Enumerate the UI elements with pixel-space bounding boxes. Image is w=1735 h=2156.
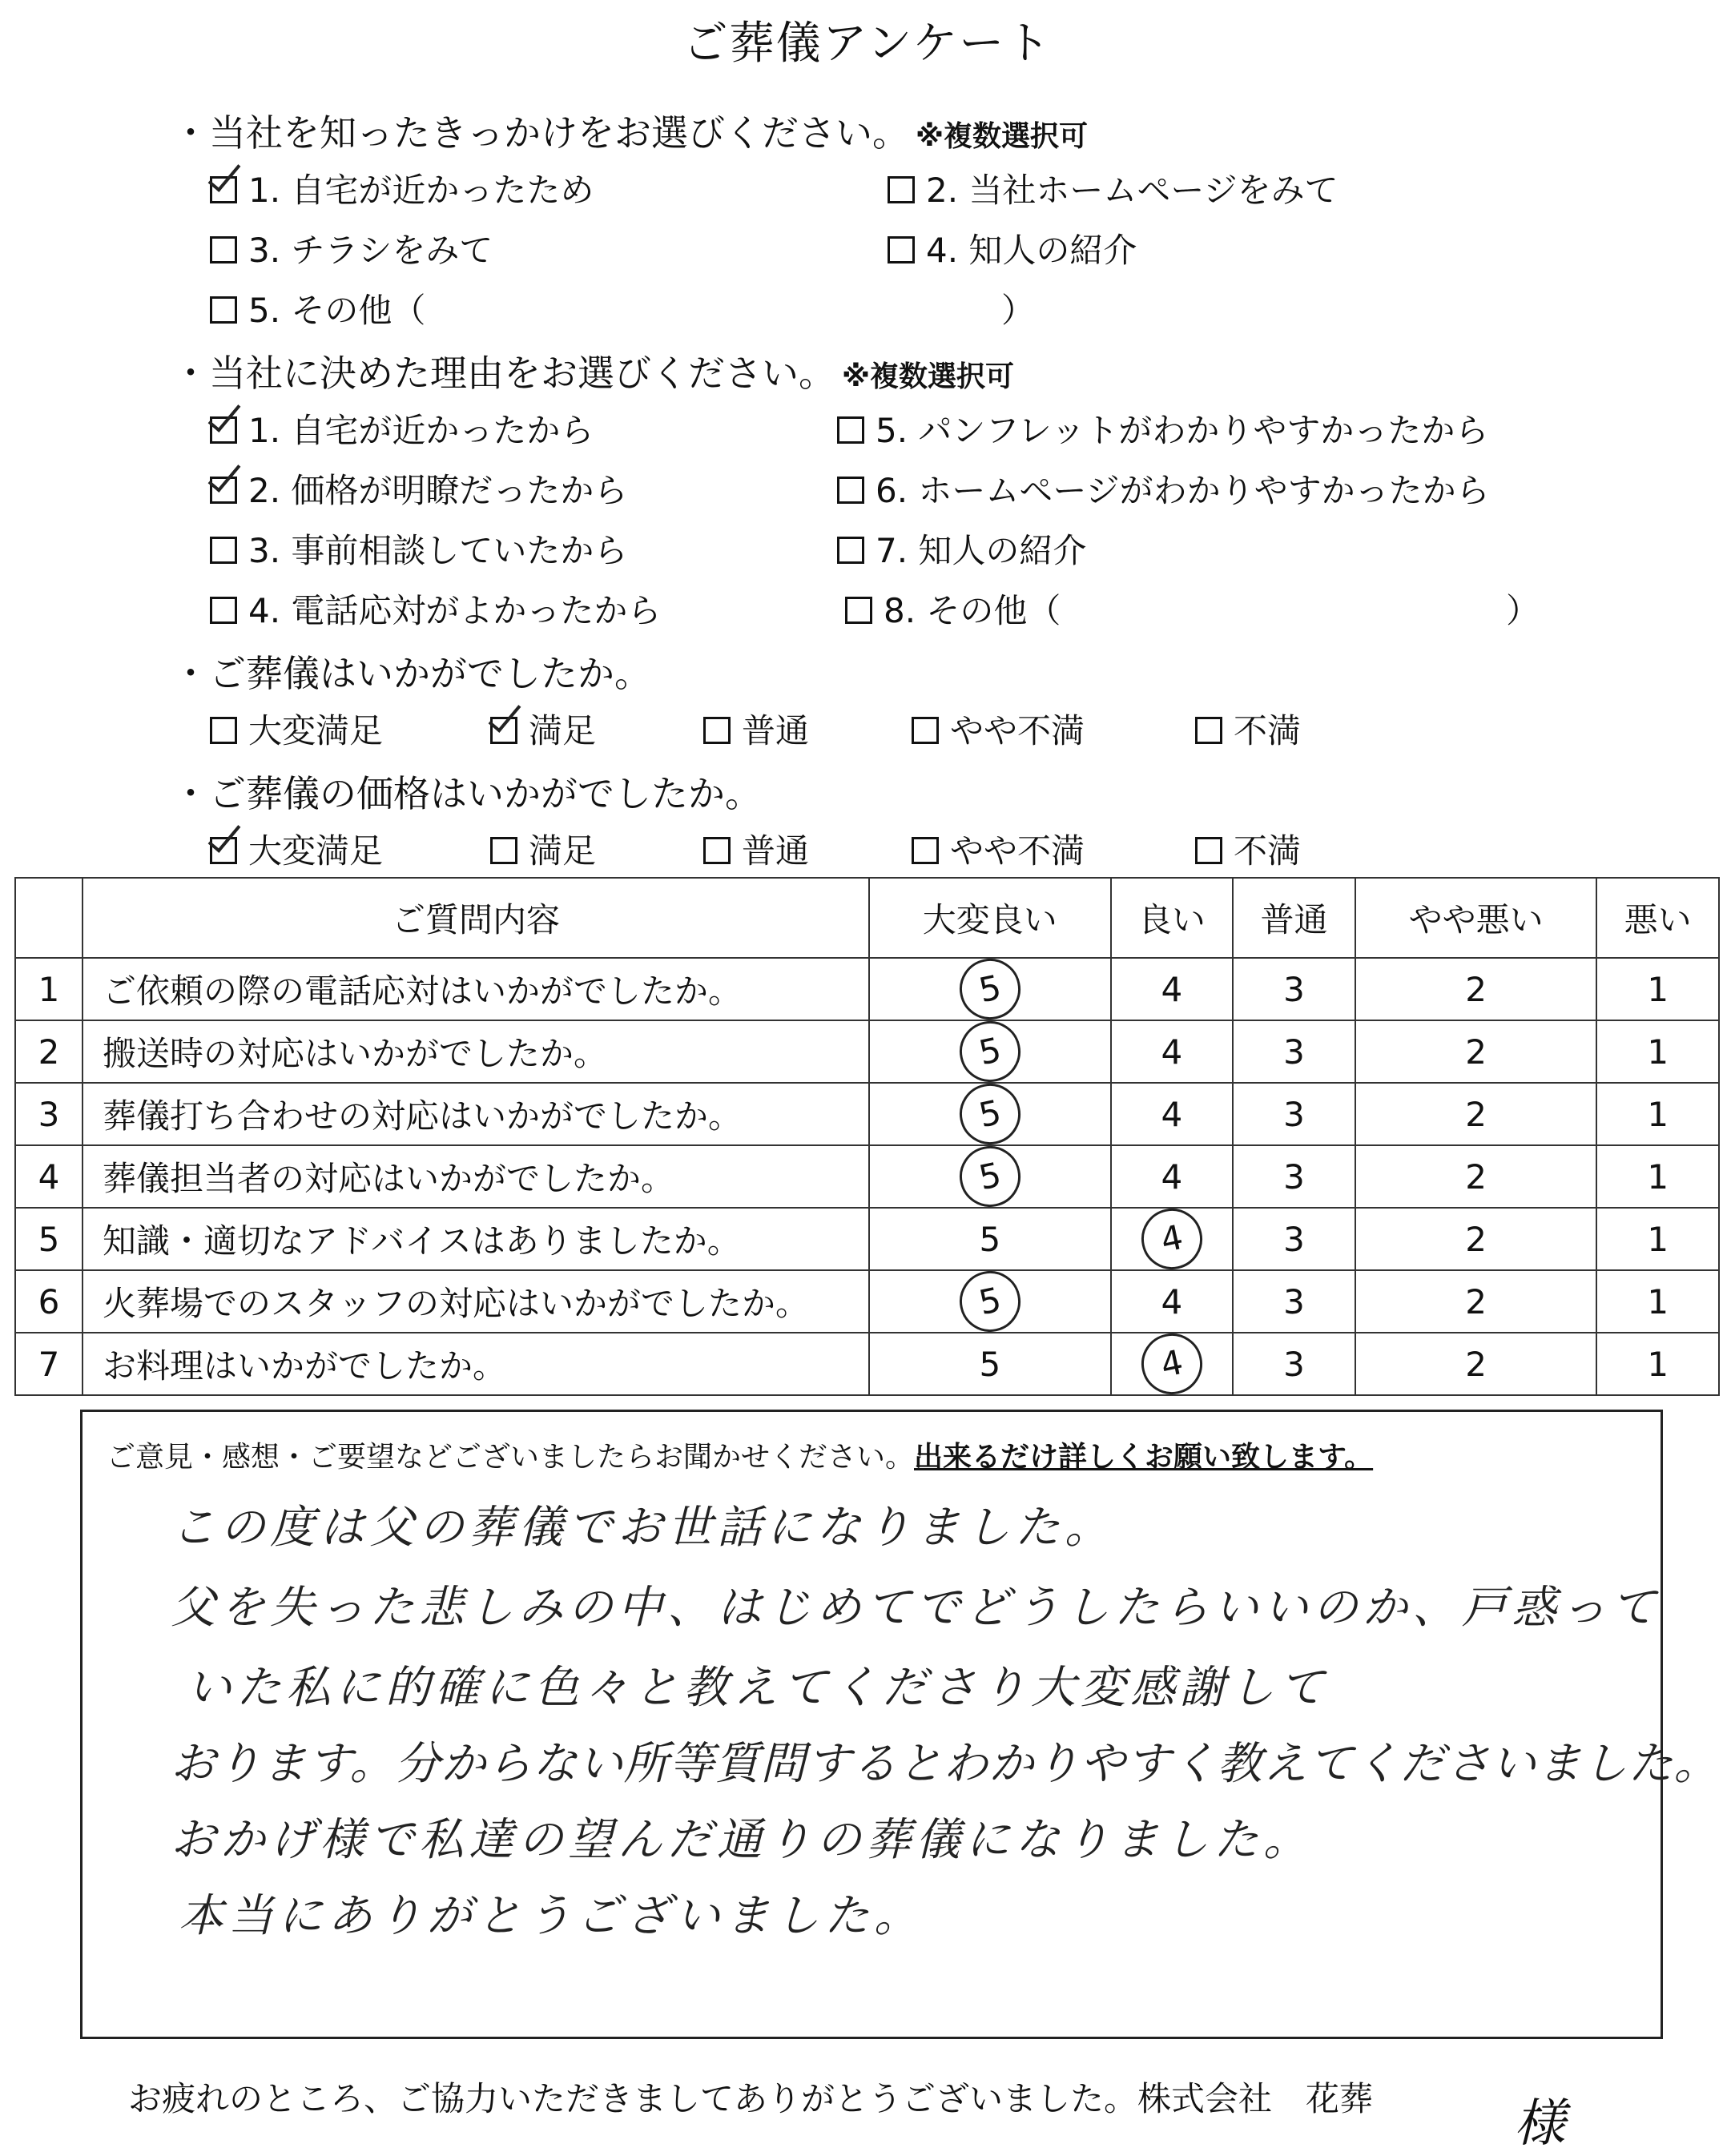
row-number: 4 xyxy=(15,1145,83,1208)
q1-option-1[interactable] xyxy=(210,164,594,212)
score-circled: 5 xyxy=(954,1265,1026,1337)
q1-option-3[interactable] xyxy=(210,224,493,272)
score-cell[interactable] xyxy=(869,1208,1111,1270)
score-cell[interactable] xyxy=(1596,1145,1719,1208)
score-cell[interactable] xyxy=(1355,1145,1597,1208)
checkbox-checked[interactable] xyxy=(490,717,517,744)
q2-option-5[interactable] xyxy=(837,404,1488,453)
score-value: 2 xyxy=(1465,1032,1487,1072)
score-value: 2 xyxy=(1465,1094,1487,1134)
score-cell[interactable] xyxy=(1596,1208,1719,1270)
q4-option-1[interactable] xyxy=(210,825,383,873)
checkbox-checked[interactable] xyxy=(210,837,237,864)
q4-option-4[interactable] xyxy=(912,825,1085,873)
score-cell[interactable] xyxy=(1233,958,1355,1020)
q2-option-1-label: 1. 自宅が近かったから xyxy=(248,411,594,450)
q3-option-2-label: 満足 xyxy=(529,711,597,750)
score-cell[interactable] xyxy=(869,1333,1111,1395)
q1-heading xyxy=(172,104,1088,157)
score-cell[interactable] xyxy=(1355,1333,1597,1395)
checkbox-checked[interactable] xyxy=(210,477,237,504)
q1-note: ※複数選択可 xyxy=(916,120,1088,153)
q4-option-5[interactable] xyxy=(1195,825,1301,873)
row-number: 6 xyxy=(15,1270,83,1333)
checkbox[interactable] xyxy=(837,416,864,444)
q1-option-2-label: 2. 当社ホームページをみて xyxy=(926,171,1338,210)
score-circled: 4 xyxy=(1136,1328,1208,1400)
q2-option-2-label: 2. 価格が明瞭だったから xyxy=(248,471,628,510)
row-number: 2 xyxy=(15,1020,83,1083)
footer-sama: 様 xyxy=(1514,2094,1565,2154)
score-value: 5 xyxy=(979,1344,1001,1384)
score-cell[interactable] xyxy=(1355,958,1597,1020)
q2-option-8-label: 8. その他（ xyxy=(884,591,1061,630)
score-value: 2 xyxy=(1465,1344,1487,1384)
q1-option-3-label: 3. チラシをみて xyxy=(248,231,493,270)
score-cell[interactable] xyxy=(869,1083,1111,1145)
score-cell[interactable] xyxy=(1233,1020,1355,1083)
q2-option-4-label: 4. 電話応対がよかったから xyxy=(248,591,662,630)
q3-option-5-label: 不満 xyxy=(1234,711,1302,750)
score-cell[interactable] xyxy=(1355,1020,1597,1083)
score-value: 3 xyxy=(1283,1219,1305,1259)
score-cell[interactable] xyxy=(869,1270,1111,1333)
row-question: お料理はいかがでしたか。 xyxy=(83,1333,869,1395)
score-value: 5 xyxy=(979,1219,1001,1259)
q1-option-5[interactable] xyxy=(210,284,425,332)
score-cell[interactable] xyxy=(1233,1083,1355,1145)
checkbox[interactable] xyxy=(1195,717,1222,744)
q1-option-5-label: 5. その他（ xyxy=(248,291,426,330)
row-number: 1 xyxy=(15,958,83,1020)
checkbox[interactable] xyxy=(210,296,237,324)
q2-option-7-label: 7. 知人の紹介 xyxy=(876,531,1087,570)
score-value: 3 xyxy=(1283,1281,1305,1321)
score-value: 2 xyxy=(1465,1281,1487,1321)
score-circled: 5 xyxy=(954,953,1026,1025)
score-cell[interactable] xyxy=(1111,1020,1234,1083)
score-circled: 5 xyxy=(954,1140,1026,1213)
q2-option-1[interactable] xyxy=(210,404,594,453)
checkbox[interactable] xyxy=(703,837,731,864)
checkbox[interactable] xyxy=(490,837,517,864)
q3-option-3-label: 普通 xyxy=(742,711,810,750)
score-cell[interactable] xyxy=(1111,1208,1234,1270)
table-header-good: 良い xyxy=(1111,878,1234,958)
q4-option-5-label: 不満 xyxy=(1234,831,1302,871)
q2-option-8[interactable] xyxy=(845,585,1061,633)
q4-option-2-label: 満足 xyxy=(529,831,597,871)
score-value: 2 xyxy=(1465,1156,1487,1197)
table-header-question: ご質問内容 xyxy=(83,878,869,958)
score-value: 3 xyxy=(1283,1156,1305,1197)
row-question: ご依頼の際の電話応対はいかがでしたか。 xyxy=(83,958,869,1020)
q2-other-close: ） xyxy=(1506,591,1540,630)
q1-option-1-label: 1. 自宅が近かったため xyxy=(248,171,594,210)
checkbox[interactable] xyxy=(1195,837,1222,864)
comment-prompt-text: ご意見・感想・ご要望などございましたらお聞かせください。 xyxy=(107,1441,915,1474)
rating-table xyxy=(14,877,1720,1396)
table-header-slightly-bad: やや悪い xyxy=(1355,878,1597,958)
checkbox[interactable] xyxy=(845,597,872,624)
checkbox-checked[interactable] xyxy=(210,416,237,444)
score-value: 3 xyxy=(1283,1032,1305,1072)
score-cell[interactable] xyxy=(1111,1333,1234,1395)
q2-option-3[interactable] xyxy=(210,525,627,573)
comment-prompt xyxy=(107,1434,1373,1475)
q4-option-3[interactable] xyxy=(703,825,809,873)
score-value: 3 xyxy=(1283,1344,1305,1384)
q2-option-4[interactable] xyxy=(210,585,661,633)
q4-heading: ・ご葬儀の価格はいかがでしたか。 xyxy=(172,772,762,815)
table-row xyxy=(15,1020,1719,1083)
comment-line-1: この度は父の葬儀でお世話になりました。 xyxy=(171,1502,1114,1554)
score-cell[interactable] xyxy=(1355,1208,1597,1270)
score-value: 3 xyxy=(1283,969,1305,1009)
table-header-bad: 悪い xyxy=(1596,878,1719,958)
checkbox[interactable] xyxy=(837,537,864,564)
row-question: 葬儀担当者の対応はいかがでしたか。 xyxy=(83,1145,869,1208)
score-value: 1 xyxy=(1647,1281,1669,1321)
score-circled: 5 xyxy=(954,1016,1026,1088)
q3-option-4-label: やや不満 xyxy=(950,711,1085,750)
score-value: 2 xyxy=(1465,969,1487,1009)
score-cell[interactable] xyxy=(869,1020,1111,1083)
score-value: 4 xyxy=(1161,1032,1183,1072)
score-circled: 4 xyxy=(1136,1203,1208,1275)
page-title: ご葬儀アンケート xyxy=(682,18,1053,70)
q1-option-2[interactable] xyxy=(888,164,1338,212)
checkbox[interactable] xyxy=(888,236,915,263)
q3-option-5[interactable] xyxy=(1195,705,1301,753)
score-value: 4 xyxy=(1161,1156,1183,1197)
score-cell[interactable] xyxy=(1111,958,1234,1020)
q1-option-4-label: 4. 知人の紹介 xyxy=(926,231,1137,270)
q3-option-3[interactable] xyxy=(703,705,809,753)
score-cell[interactable] xyxy=(1111,1270,1234,1333)
score-cell[interactable] xyxy=(1596,958,1719,1020)
checkbox-checked[interactable] xyxy=(210,176,237,203)
score-cell[interactable] xyxy=(1111,1145,1234,1208)
checkbox[interactable] xyxy=(888,176,915,203)
q4-option-2[interactable] xyxy=(490,825,596,873)
q4-option-1-label: 大変満足 xyxy=(248,831,384,871)
q3-option-1[interactable] xyxy=(210,705,383,753)
q2-option-5-label: 5. パンフレットがわかりやすかったから xyxy=(876,411,1489,450)
q3-option-2[interactable] xyxy=(490,705,596,753)
score-cell[interactable] xyxy=(1355,1083,1597,1145)
score-cell[interactable] xyxy=(1596,1020,1719,1083)
q2-option-6-label: 6. ホームページがわかりやすかったから xyxy=(876,471,1490,510)
score-value: 1 xyxy=(1647,1219,1669,1259)
score-cell[interactable] xyxy=(1596,1083,1719,1145)
q3-option-4[interactable] xyxy=(912,705,1085,753)
score-cell[interactable] xyxy=(1596,1270,1719,1333)
score-value: 1 xyxy=(1647,1344,1669,1384)
checkbox[interactable] xyxy=(912,837,939,864)
checkbox[interactable] xyxy=(703,717,731,744)
q1-other-close: ） xyxy=(1001,291,1036,330)
score-value: 4 xyxy=(1161,1094,1183,1134)
q1-heading-text: ・当社を知ったきっかけをお選びください。 xyxy=(172,111,909,155)
checkbox[interactable] xyxy=(210,537,237,564)
checkbox[interactable] xyxy=(210,597,237,624)
q2-option-2[interactable] xyxy=(210,465,627,513)
table-row xyxy=(15,1145,1719,1208)
q2-heading xyxy=(172,344,1014,397)
q2-option-6[interactable] xyxy=(837,465,1490,513)
row-number: 7 xyxy=(15,1333,83,1395)
score-cell[interactable] xyxy=(1233,1333,1355,1395)
q2-heading-text: ・当社に決めた理由をお選びください。 xyxy=(172,352,835,395)
comment-line-6: 本当にありがとうございました。 xyxy=(179,1890,924,1942)
score-value: 2 xyxy=(1465,1219,1487,1259)
q3-heading: ・ご葬儀はいかがでしたか。 xyxy=(172,652,651,695)
comment-line-2: 父を失った悲しみの中、はじめてでどうしたらいいのか、戸惑って xyxy=(171,1582,1661,1634)
row-question: 火葬場でのスタッフの対応はいかがでしたか。 xyxy=(83,1270,869,1333)
q3-option-1-label: 大変満足 xyxy=(248,711,384,750)
table-header-average: 普通 xyxy=(1233,878,1355,958)
comment-prompt-emphasis: 出来るだけ詳しくお願い致します。 xyxy=(914,1441,1374,1474)
q2-option-7[interactable] xyxy=(837,525,1086,573)
q2-note: ※複数選択可 xyxy=(842,360,1014,393)
score-cell[interactable] xyxy=(869,1145,1111,1208)
score-value: 1 xyxy=(1647,1032,1669,1072)
score-cell[interactable] xyxy=(1233,1208,1355,1270)
table-header-row xyxy=(15,878,1719,958)
footer-text: お疲れのところ、ご協力いただきましてありがとうございました。株式会社 花葬 xyxy=(128,2079,1374,2118)
comment-line-3: いた私に的確に色々と教えてくださり大変感謝して xyxy=(187,1662,1329,1714)
score-cell[interactable] xyxy=(1111,1083,1234,1145)
row-question: 葬儀打ち合わせの対応はいかがでしたか。 xyxy=(83,1083,869,1145)
checkbox[interactable] xyxy=(210,717,237,744)
checkbox[interactable] xyxy=(912,717,939,744)
score-value: 4 xyxy=(1161,969,1183,1009)
score-value: 1 xyxy=(1647,1156,1669,1197)
row-number: 5 xyxy=(15,1208,83,1270)
score-value: 4 xyxy=(1161,1281,1183,1321)
q1-option-4[interactable] xyxy=(888,224,1137,272)
table-row xyxy=(15,1083,1719,1145)
score-cell[interactable] xyxy=(1233,1145,1355,1208)
checkbox[interactable] xyxy=(837,477,864,504)
row-question: 搬送時の対応はいかがでしたか。 xyxy=(83,1020,869,1083)
score-value: 1 xyxy=(1647,969,1669,1009)
checkbox[interactable] xyxy=(210,236,237,263)
table-header-very-good: 大変良い xyxy=(869,878,1111,958)
table-row xyxy=(15,1270,1719,1333)
comment-box[interactable] xyxy=(80,1410,1720,2039)
table-row xyxy=(15,1208,1719,1270)
score-cell[interactable] xyxy=(1596,1333,1719,1395)
table-row xyxy=(15,958,1719,1020)
comment-line-4: おります。分からない所等質問するとわかりやすく教えてくださいました。 xyxy=(171,1738,1720,1790)
q4-option-4-label: やや不満 xyxy=(950,831,1085,871)
score-value: 3 xyxy=(1283,1094,1305,1134)
score-cell[interactable] xyxy=(869,958,1111,1020)
table-row xyxy=(15,1333,1719,1395)
table-header-no xyxy=(15,878,83,958)
score-circled: 5 xyxy=(954,1078,1026,1150)
score-value: 1 xyxy=(1647,1094,1669,1134)
comment-line-5: おかげ様で私達の望んだ通りの葬儀になりました。 xyxy=(171,1814,1313,1866)
row-question: 知識・適切なアドバイスはありましたか。 xyxy=(83,1208,869,1270)
score-cell[interactable] xyxy=(1233,1270,1355,1333)
row-number: 3 xyxy=(15,1083,83,1145)
score-cell[interactable] xyxy=(1355,1270,1597,1333)
q2-option-3-label: 3. 事前相談していたから xyxy=(248,531,628,570)
q4-option-3-label: 普通 xyxy=(742,831,810,871)
